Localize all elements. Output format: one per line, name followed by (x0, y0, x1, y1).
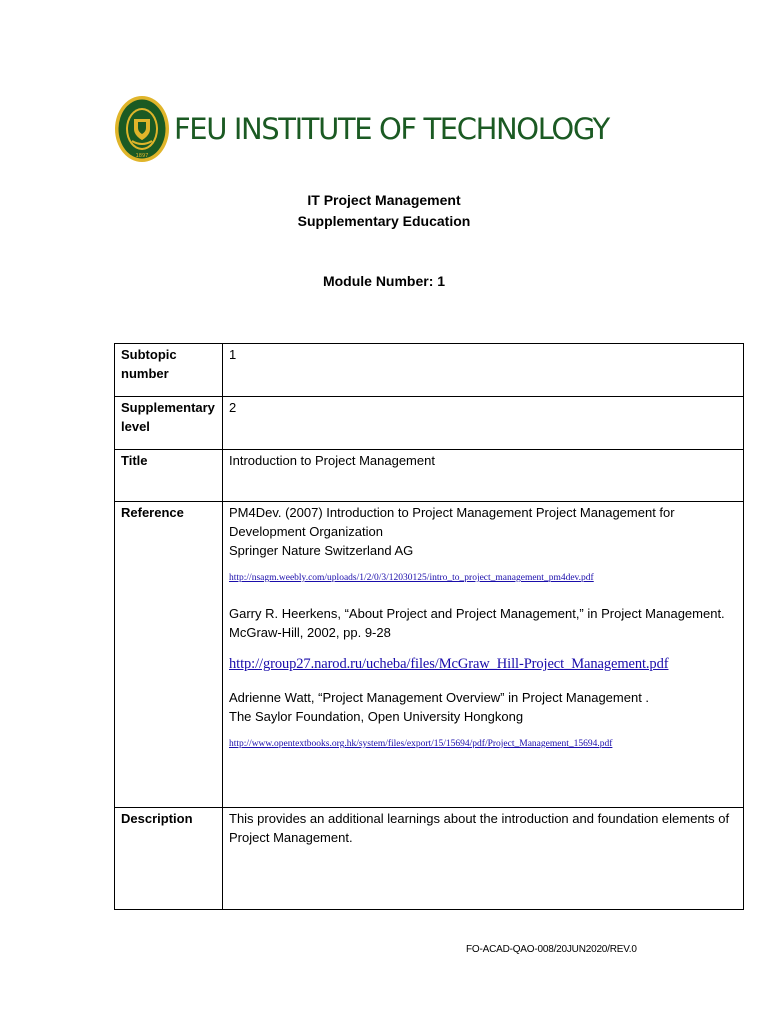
institution-name: FEU INSTITUTE OF TECHNOLOGY (174, 112, 609, 146)
subtopic-value: 1 (223, 344, 744, 397)
table-row (115, 502, 744, 808)
reference-value (223, 502, 744, 808)
level-value: 2 (223, 397, 744, 450)
seal-year: 1897 (135, 153, 149, 159)
reference-2 (229, 604, 737, 674)
table-row (115, 397, 744, 450)
reference-3-link[interactable]: http://www.opentextbooks.org.hk/system/files/export/15/15694/pdf/Project_Management_15694.pdf (229, 739, 613, 749)
course-title: IT Project Management (307, 192, 461, 208)
table-row (115, 344, 744, 397)
level-label: Supplementary level (115, 397, 223, 450)
module-info-table (114, 343, 744, 910)
reference-1-link[interactable]: http://nsagm.weebly.com/uploads/1/2/0/3/12030125/intro_to_project_management_pm4dev.pdf (229, 573, 594, 583)
reference-1-citation: PM4Dev. (2007) Introduction to Project Management Project Management for Development Organization (229, 505, 675, 539)
reference-1 (229, 503, 737, 588)
description-label: Description (115, 808, 223, 910)
reference-1-publisher: Springer Nature Switzerland AG (229, 543, 414, 558)
reference-2-link[interactable]: http://group27.narod.ru/ucheba/files/McGraw_Hill-Project_Management.pdf (229, 656, 669, 672)
document-code: FO-ACAD-QAO-008/20JUN2020/REV.0 (466, 944, 637, 955)
title-value: Introduction to Project Management (223, 450, 744, 502)
reference-3 (229, 688, 737, 754)
header (114, 95, 609, 163)
program-title: Supplementary Education (297, 213, 471, 229)
title-label: Title (115, 450, 223, 502)
reference-3-citation: Adrienne Watt, “Project Management Overview” in Project Management . (229, 690, 650, 705)
document-titles (0, 190, 768, 232)
reference-2-citation: Garry R. Heerkens, “About Project and Project Management,” in Project Management. (229, 606, 725, 621)
reference-3-publisher: The Saylor Foundation, Open University Hongkong (229, 709, 524, 724)
table-row (115, 808, 744, 910)
reference-label: Reference (115, 502, 223, 808)
description-value: This provides an additional learnings about the introduction and foundation elements of Project Management. (223, 808, 744, 910)
table-row (115, 450, 744, 502)
institution-seal-icon (114, 95, 170, 163)
subtopic-label: Subtopic number (115, 344, 223, 397)
module-number: Module Number: 1 (322, 273, 446, 289)
reference-2-publisher: McGraw-Hill, 2002, pp. 9-28 (229, 625, 391, 640)
